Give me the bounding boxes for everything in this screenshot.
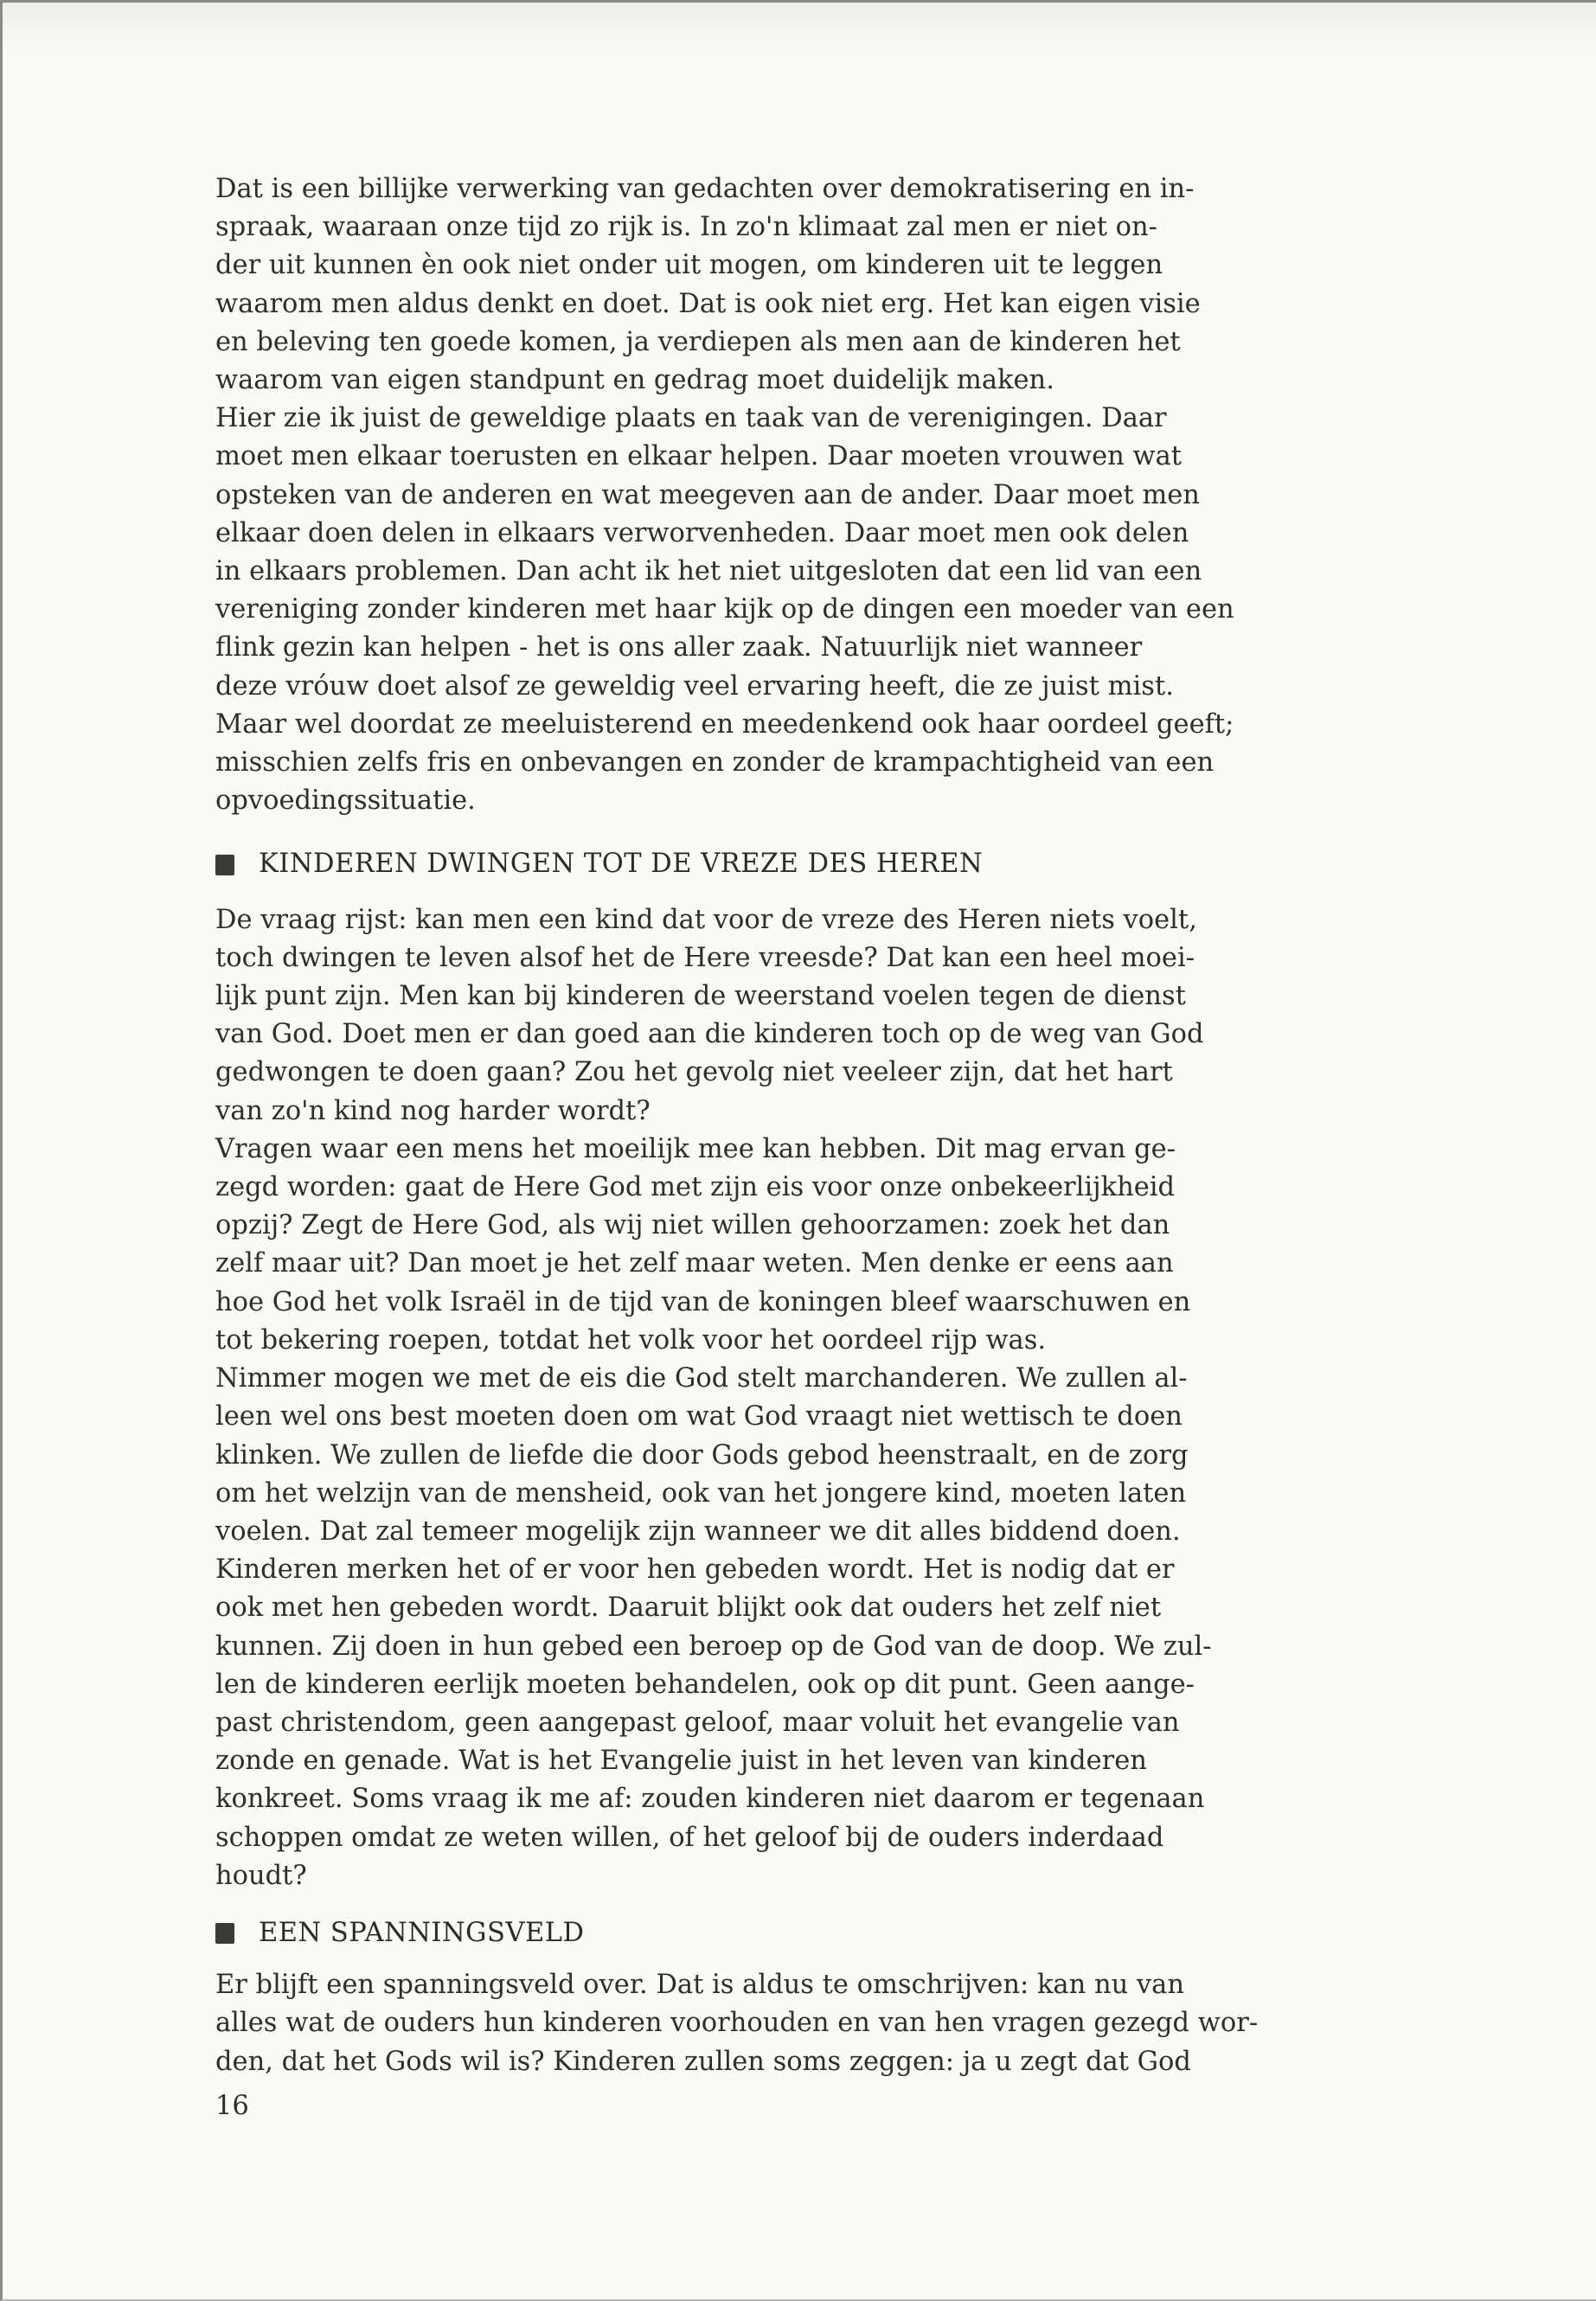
text-line: tot bekering roepen, totdat het volk voor het oordeel rijp was. xyxy=(215,1324,1047,1356)
page-content xyxy=(215,170,1444,2081)
text-line: moet men elkaar toerusten en elkaar helpen. Daar moeten vrouwen wat xyxy=(215,441,1183,472)
text-line: Maar wel doordat ze meeluisterend en meedenkend ook haar oordeel geeft; xyxy=(215,708,1234,740)
text-line: past christendom, geen aangepast geloof, maar voluit het evangelie van xyxy=(215,1707,1180,1738)
text-line: vereniging zonder kinderen met haar kijk op de dingen een moeder van een xyxy=(215,594,1234,625)
text-line: den, dat het Gods wil is? Kinderen zullen soms zeggen: ja u zegt dat God xyxy=(215,2046,1191,2077)
text-line: van God. Doet men er dan goed aan die kinderen toch op de weg van God xyxy=(215,1019,1204,1050)
text-line: lijk punt zijn. Men kan bij kinderen de weerstand voelen tegen de dienst xyxy=(215,981,1186,1012)
section-heading xyxy=(215,1914,1444,1952)
text-line: opzij? Zegt de Here God, als wij niet willen gehoorzamen: zoek het dan xyxy=(215,1210,1170,1241)
text-line: opsteken van de anderen en wat meegeven aan de ander. Daar moet men xyxy=(215,479,1200,510)
text-line: gedwongen te doen gaan? Zou het gevolg niet veeleer zijn, dat het hart xyxy=(215,1057,1173,1088)
text-line: om het welzijn van de mensheid, ook van het jongere kind, moeten laten xyxy=(215,1477,1187,1509)
text-line: Hier zie ik juist de geweldige plaats en taak van de verenigingen. Daar xyxy=(215,403,1167,434)
text-line: deze vróuw doet alsof ze geweldig veel ervaring heeft, die ze juist mist. xyxy=(215,670,1174,702)
text-line: der uit kunnen èn ook niet onder uit mogen, om kinderen uit te leggen xyxy=(215,250,1163,281)
text-line: en beleving ten goede komen, ja verdiepen als men aan de kinderen het xyxy=(215,326,1181,357)
text-line: Vragen waar een mens het moeilijk mee kan hebben. Dit mag ervan ge- xyxy=(215,1133,1176,1164)
text-line: hoe God het volk Israël in de tijd van de koningen bleef waarschuwen en xyxy=(215,1286,1191,1317)
paragraph-intro xyxy=(215,170,1444,820)
text-line: in elkaars problemen. Dan acht ik het niet uitgesloten dat een lid van een xyxy=(215,556,1202,587)
page-number: 16 xyxy=(215,2091,249,2121)
text-line: toch dwingen te leven alsof het de Here vreesde? Dat kan een heel moei- xyxy=(215,942,1195,973)
text-line: waarom van eigen standpunt en gedrag moet duidelijk maken. xyxy=(215,365,1054,396)
text-line: leen wel ons best moeten doen om wat God vraagt niet wettisch te doen xyxy=(215,1401,1183,1433)
text-line: elkaar doen delen in elkaars verworvenheden. Daar moet men ook delen xyxy=(215,517,1189,548)
text-line: De vraag rijst: kan men een kind dat voor de vreze des Heren niets voelt, xyxy=(215,904,1197,935)
text-line: schoppen omdat ze weten willen, of het geloof bij de ouders inderdaad xyxy=(215,1822,1164,1853)
text-line: ook met hen gebeden wordt. Daaruit blijkt ook dat ouders het zelf niet xyxy=(215,1593,1162,1624)
text-line: van zo'n kind nog harder wordt? xyxy=(215,1095,651,1126)
square-bullet-icon xyxy=(215,855,234,875)
text-line: Kinderen merken het of er voor hen gebeden wordt. Het is nodig dat er xyxy=(215,1554,1175,1586)
text-line: konkreet. Soms vraag ik me af: zouden kinderen niet daarom er tegenaan xyxy=(215,1784,1205,1815)
scan-shadow xyxy=(3,3,1596,54)
text-line: waarom men aldus denkt en doet. Dat is ook niet erg. Het kan eigen visie xyxy=(215,288,1201,319)
text-line: Er blijft een spanningsveld over. Dat is aldus te omschrijven: kan nu van xyxy=(215,1970,1184,2001)
paragraph-section-1 xyxy=(215,901,1444,1895)
section-heading xyxy=(215,845,1444,883)
text-line: alles wat de ouders hun kinderen voorhouden en van hen vragen gezegd wor- xyxy=(215,2008,1259,2039)
section-heading-text: EEN SPANNINGSVELD xyxy=(259,1917,585,1948)
text-line: voelen. Dat zal temeer mogelijk zijn wanneer we dit alles biddend doen. xyxy=(215,1516,1181,1547)
text-line: kunnen. Zij doen in hun gebed een beroep op de God van de doop. We zul- xyxy=(215,1631,1212,1662)
section-heading-text: KINDEREN DWINGEN TOT DE VREZE DES HEREN xyxy=(259,849,984,880)
text-line: opvoedingssituatie. xyxy=(215,785,476,817)
text-line: misschien zelfs fris en onbevangen en zonder de krampachtigheid van een xyxy=(215,747,1215,779)
text-line: zegd worden: gaat de Here God met zijn eis voor onze onbekeerlijkheid xyxy=(215,1172,1176,1203)
square-bullet-icon xyxy=(215,1923,234,1944)
text-line: klinken. We zullen de liefde die door Gods gebod heenstraalt, en de zorg xyxy=(215,1439,1189,1471)
text-line: zelf maar uit? Dan moet je het zelf maar weten. Men denke er eens aan xyxy=(215,1248,1174,1279)
text-line: houdt? xyxy=(215,1860,307,1891)
text-line: Nimmer mogen we met de eis die God stelt marchanderen. We zullen al- xyxy=(215,1363,1188,1394)
paragraph-section-2 xyxy=(215,1966,1444,2081)
text-line: zonde en genade. Wat is het Evangelie juist in het leven van kinderen xyxy=(215,1746,1147,1777)
text-line: Dat is een billijke verwerking van gedachten over demokratisering en in- xyxy=(215,174,1195,204)
text-line: flink gezin kan helpen - het is ons aller zaak. Natuurlijk niet wanneer xyxy=(215,632,1143,663)
text-line: len de kinderen eerlijk moeten behandelen, ook op dit punt. Geen aange- xyxy=(215,1669,1195,1700)
text-line: spraak, waaraan onze tijd zo rijk is. In zo'n klimaat zal men er niet on- xyxy=(215,212,1157,243)
